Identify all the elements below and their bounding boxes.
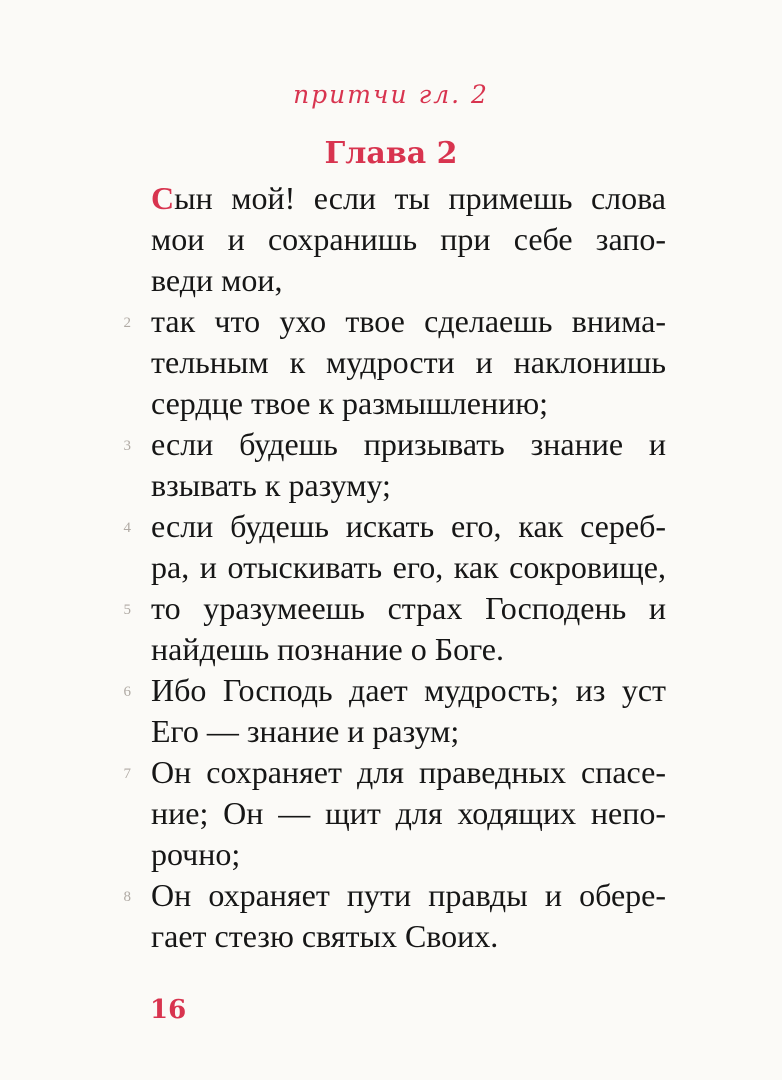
verse-line: если будешь искать его, как сереб- [151, 508, 666, 544]
verse-line-text: ын мой! если ты примешь слова [174, 180, 666, 216]
verse-number: 3 [123, 438, 131, 454]
verse-line: тельным к мудрости и наклонишь [151, 344, 666, 380]
verse-line: Он охраняет пути правды и обере- [151, 877, 666, 913]
verse-line: взывать к разуму; [151, 467, 391, 503]
verse-7 [123, 752, 666, 875]
verse-line: так что ухо твое сделаешь внима- [151, 303, 666, 339]
verse-line: найдешь познание о Боге. [151, 631, 504, 667]
verse-list [123, 178, 666, 957]
drop-initial: С [151, 180, 175, 216]
verse-line: если будешь призывать знание и [151, 426, 666, 462]
verse-number: 4 [123, 520, 131, 536]
verse-number: 7 [123, 766, 131, 782]
verse-number: 6 [123, 684, 131, 700]
verse-line: то уразумеешь страх Господень и [151, 590, 666, 626]
running-head: притчи гл. 2 [293, 80, 489, 109]
verse-line: рочно; [151, 836, 241, 872]
verse-line [151, 178, 666, 219]
verse-3 [123, 424, 666, 506]
chapter-title: Глава 2 [324, 136, 458, 171]
verse-line: мои и сохранишь при себе запо- [151, 221, 666, 257]
verse-number: 5 [123, 602, 131, 618]
verse-line: веди мои, [151, 262, 283, 298]
verse-line: Его — знание и разум; [151, 713, 460, 749]
verse-line: гает стезю святых Своих. [151, 918, 499, 954]
verse-5 [123, 588, 666, 670]
verse-8 [123, 875, 666, 957]
verse-1 [151, 178, 666, 301]
verse-line: Ибо Господь дает мудрость; из уст [151, 672, 666, 708]
verse-line: ра, и отыскивать его, как сокровище, [151, 549, 666, 585]
verse-4 [123, 506, 666, 588]
page-number: 16 [150, 995, 187, 1025]
verse-line: Он сохраняет для праведных спасе- [151, 754, 666, 790]
verse-2 [123, 301, 666, 424]
verse-number: 8 [123, 889, 131, 905]
verse-number: 2 [123, 315, 131, 331]
verse-line: ние; Он — щит для ходящих непо- [151, 795, 666, 831]
verse-6 [123, 670, 666, 752]
verse-line: сердце твое к размышлению; [151, 385, 548, 421]
